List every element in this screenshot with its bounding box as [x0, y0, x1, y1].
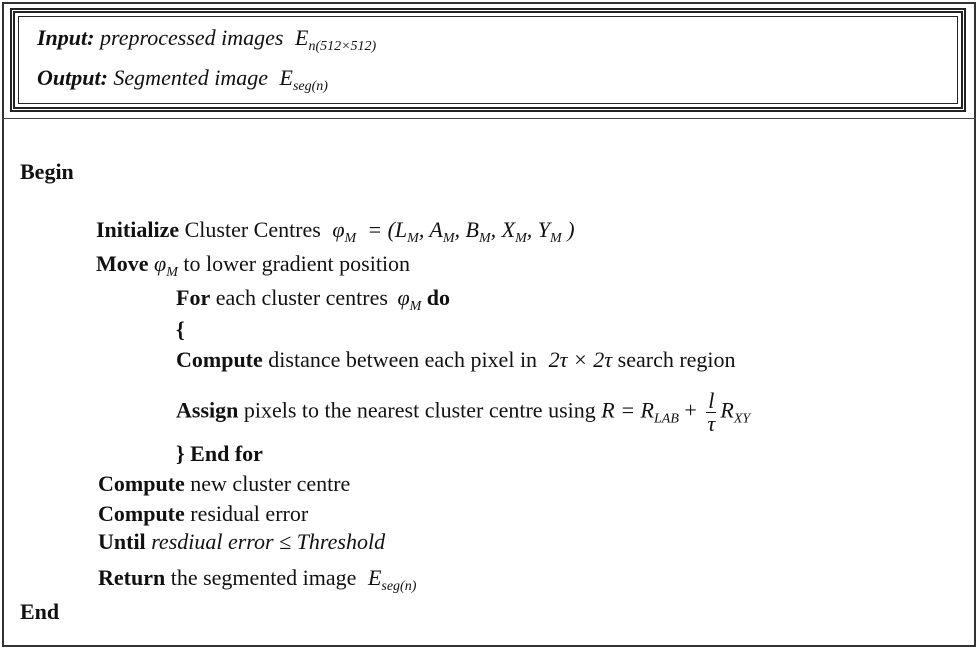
initialize-tuple: = ($L_M$, $A_M$, $B_M$, $X_M$, $Y_M$ ): [361, 217, 575, 246]
for-var-sub: M: [409, 299, 422, 314]
input-text: preprocessed images: [99, 25, 284, 50]
move-var-sub: M: [166, 265, 178, 280]
compute-keyword-3: Compute: [98, 501, 185, 526]
return-var-sub: seg(n): [381, 579, 417, 594]
for-line: [176, 284, 450, 321]
return-line: [98, 564, 416, 601]
do-keyword: do: [426, 285, 451, 310]
move-line: [96, 250, 410, 287]
assign-lab-sub: LAB: [653, 411, 679, 427]
initialize-var-sub: M: [344, 231, 357, 246]
input-output-box: [10, 8, 966, 112]
close-brace: }: [176, 441, 185, 466]
fraction-denominator: τ: [707, 411, 716, 436]
assign-r: R = R: [601, 397, 654, 423]
until-keyword: Until: [98, 529, 146, 554]
initialize-text: Cluster Centres: [184, 217, 321, 242]
compute-centre-text: new cluster centre: [190, 471, 351, 496]
compute-distance-tail: search region: [617, 347, 736, 372]
until-condition: resdiual error ≤ Threshold: [151, 529, 386, 554]
assign-xy-sub: XY: [733, 411, 751, 427]
assign-plus: +: [684, 397, 697, 423]
compute-distance-text: distance between each pixel in: [268, 347, 538, 372]
compute-error-text: residual error: [190, 501, 309, 526]
output-label: Output:: [37, 65, 108, 90]
search-region-size: 2τ × 2τ: [548, 347, 613, 372]
compute-keyword-1: Compute: [176, 347, 263, 372]
output-sub: seg(n): [292, 79, 328, 94]
until-line: [98, 528, 385, 556]
initialize-keyword: Initialize: [96, 217, 180, 242]
input-var: E: [294, 25, 309, 50]
input-sub: n(512×512): [308, 39, 377, 54]
initialize-var: φ: [332, 217, 345, 242]
input-label: Input:: [37, 25, 95, 50]
fraction-numerator: l: [708, 388, 715, 413]
return-keyword: Return: [98, 565, 166, 590]
input-line: [37, 25, 376, 55]
initialize-line: [96, 216, 575, 253]
output-line: [37, 65, 328, 95]
move-keyword: Move: [96, 251, 149, 276]
for-var: φ: [397, 285, 410, 310]
output-var: E: [279, 65, 293, 90]
assign-line: [176, 390, 750, 440]
end-for-keyword: End for: [190, 441, 263, 466]
for-keyword: For: [176, 285, 211, 310]
assign-fraction: [706, 390, 716, 435]
move-var: φ: [154, 251, 167, 276]
begin-keyword: Begin: [20, 159, 74, 184]
compute-centre-line: [98, 470, 350, 498]
move-text: to lower gradient position: [183, 251, 411, 276]
assign-r2: R: [720, 397, 734, 423]
return-var: E: [367, 565, 382, 590]
divider: [2, 118, 976, 119]
compute-keyword-2: Compute: [98, 471, 185, 496]
return-text: the segmented image: [170, 565, 357, 590]
assign-keyword: Assign: [176, 397, 239, 423]
end-for-line: [176, 440, 263, 468]
for-text: each cluster centres: [215, 285, 388, 310]
output-text: Segmented image: [113, 65, 268, 90]
compute-distance-line: [176, 346, 736, 374]
compute-error-line: [98, 500, 308, 528]
open-brace: {: [176, 317, 185, 342]
assign-text: pixels to the nearest cluster centre using: [243, 397, 596, 423]
end-keyword: End: [20, 599, 60, 624]
